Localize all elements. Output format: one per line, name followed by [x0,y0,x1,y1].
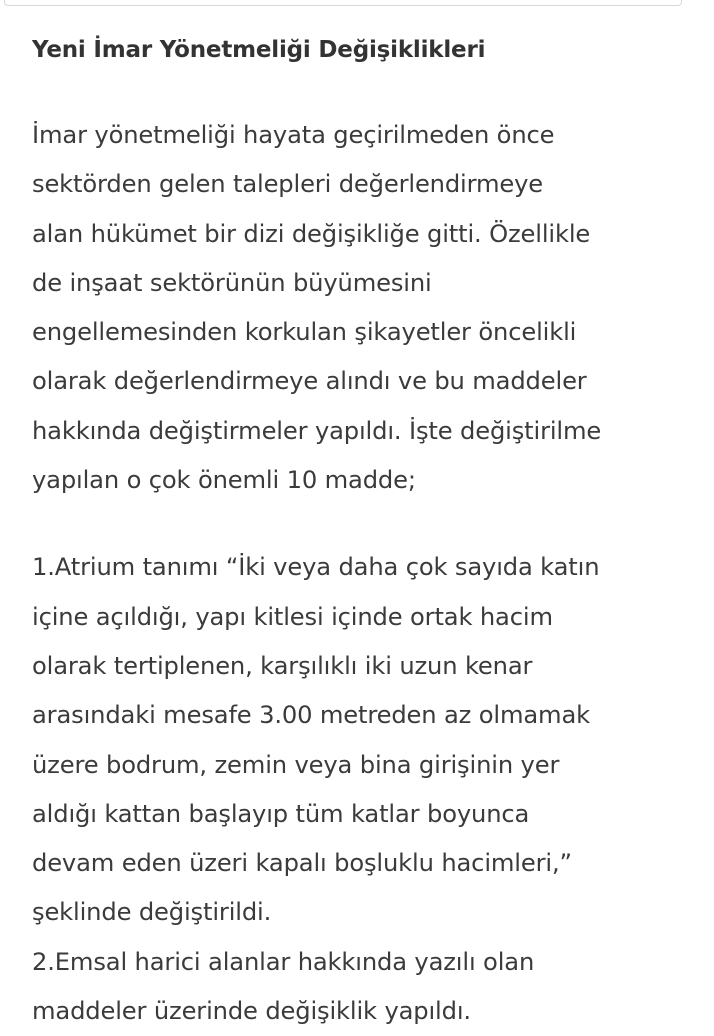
item-line: içine açıldığı, yapı kitlesi içinde ortak hacim [32,602,553,631]
item-line: arasındaki mesafe 3.00 metreden az olmamak [32,701,590,730]
article-body [32,33,692,1036]
intro-line: hakkında değiştirmeler yapıldı. İşte değiştirilme [32,416,602,445]
item-line: maddeler üzerinde değişiklik yapıldı. [32,997,471,1026]
intro-line: yapılan o çok önemli 10 madde; [32,466,416,495]
item-line: devam eden üzeri kapalı boşluklu hacimleri,” [32,849,572,878]
previous-content-frame [4,0,682,6]
item-line: üzere bodrum, zemin veya bina girişinin yer [32,750,560,779]
intro-line: alan hükümet bir dizi değişikliğe gitti. Özellikle [32,219,591,248]
intro-line: de inşaat sektörünün büyümesini [32,268,432,297]
item-line: şeklinde değiştirildi. [32,898,272,927]
intro-paragraph [32,111,692,505]
item-line: olarak tertiplenen, karşılıklı iki uzun kenar [32,651,533,680]
intro-line: sektörden gelen talepleri değerlendirmeye [32,170,544,199]
intro-line: olarak değerlendirmeye alındı ve bu maddeler [32,367,587,396]
article-heading: Yeni İmar Yönetmeliği Değişiklikleri [32,37,486,63]
intro-line: İmar yönetmeliği hayata geçirilmeden önce [32,121,555,149]
item-line: 2.Emsal harici alanlar hakkında yazılı olan [32,947,535,976]
item-line: 1.Atrium tanımı “İki veya daha çok sayıda katın [32,553,600,582]
item-line: aldığı kattan başlayıp tüm katlar boyunca [32,799,530,828]
intro-line: engellemesinden korkulan şikayetler öncelikli [32,318,577,347]
items-paragraph [32,543,692,1036]
